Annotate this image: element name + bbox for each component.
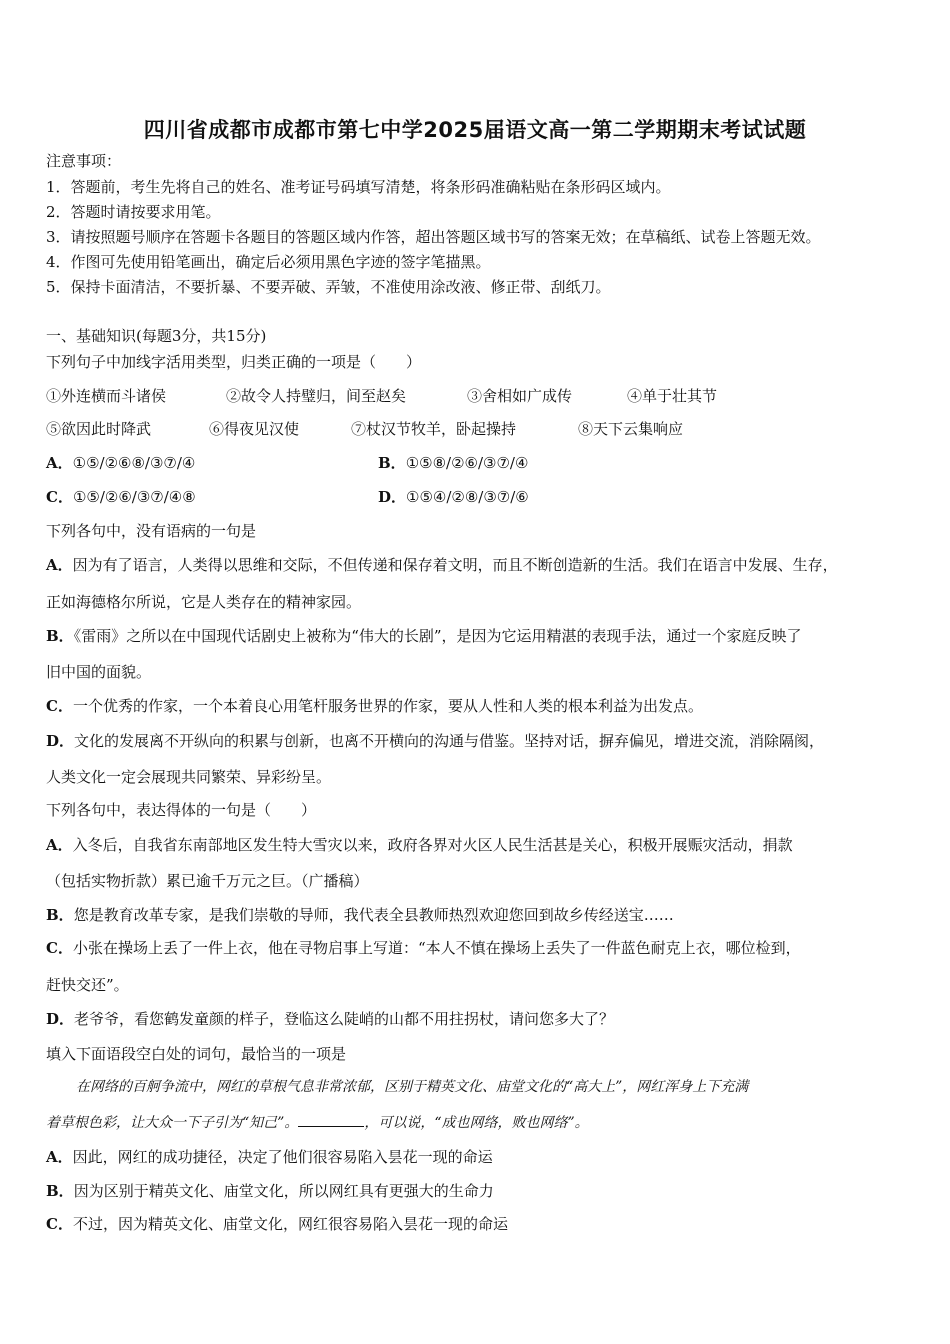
passage-line: 在网络的百舸争流中，网红的草根气息非常浓郁，区别于精英文化、庙堂文化的“高大上”，网红浑身上下充满 bbox=[76, 1079, 749, 1095]
notice-item: 3．请按照题号顺序在答题卡各题目的答题区域内作答，超出答题区域书写的答案无效；在草稿纸、试卷上答题无效。 bbox=[46, 228, 821, 246]
option-text: 老爷爷，看您鹤发童颜的样子，登临这么陡峭的山都不用拄拐杖，请问您多大了？ bbox=[74, 1010, 615, 1028]
option-text: 入冬后，自我省东南部地区发生特大雪灾以来，政府各界对火区人民生活甚是关心，积极开展赈灾活动，捐款 bbox=[72, 836, 793, 854]
fill-blank bbox=[298, 1112, 364, 1127]
option-c[interactable] bbox=[46, 695, 703, 716]
sentence-item: ⑥得夜见汉使 bbox=[209, 420, 300, 438]
question-stem: 下列各句中，表达得体的一句是（ ） bbox=[46, 801, 317, 819]
option-text: 小张在操场上丢了一件上衣，他在寻物启事上写道：“本人不慎在操场上丢失了一件蓝色耐克上衣，哪位检到， bbox=[72, 939, 801, 957]
sentence-item: ⑦杖汉节牧羊，卧起操持 bbox=[351, 420, 517, 438]
option-a[interactable] bbox=[46, 1146, 493, 1167]
option-b[interactable] bbox=[46, 625, 802, 646]
option-text: 您是教育改革专家，是我们崇敬的导师，我代表全县教师热烈欢迎您回到故乡传经送宝…… bbox=[73, 906, 674, 924]
option-b[interactable] bbox=[46, 904, 674, 925]
option-d[interactable] bbox=[378, 486, 529, 507]
sentence-item: ④单于壮其节 bbox=[627, 387, 718, 405]
option-label: B． bbox=[378, 454, 406, 472]
question-stem: 填入下面语段空白处的词句，最恰当的一项是 bbox=[46, 1045, 347, 1063]
passage-text: ，可以说，“成也网络，败也网络”。 bbox=[364, 1115, 589, 1131]
sentence-item: ①外连横而斗诸侯 bbox=[46, 387, 167, 405]
option-label: D． bbox=[46, 1010, 75, 1028]
passage-text: 着草根色彩，让大众一下子引为“知己”。 bbox=[46, 1115, 299, 1131]
option-text: ①⑤/②⑥⑧/③⑦/④ bbox=[72, 454, 196, 472]
notice-item: 4．作图可先使用铅笔画出，确定后必须用黑色字迹的签字笔描黑。 bbox=[46, 253, 491, 271]
option-text: 文化的发展离不开纵向的积累与创新，也离不开横向的沟通与借鉴。坚持对话，摒弃偏见，增进交流，消除隔阂， bbox=[74, 732, 825, 750]
option-text: 《雷雨》之所以在中国现代话剧史上被称为“伟大的长剧”，是因为它运用精湛的表现手法，通过一个家庭反映了 bbox=[73, 627, 802, 645]
option-label: C． bbox=[46, 697, 73, 715]
option-c-continued: 赶快交还”。 bbox=[46, 976, 129, 994]
question-stem: 下列句子中加线字活用类型，归类正确的一项是（ ） bbox=[46, 353, 422, 371]
option-label: B． bbox=[46, 627, 74, 645]
sentence-item: ③舍相如广成传 bbox=[467, 387, 573, 405]
sentence-item: ⑤欲因此时降武 bbox=[46, 420, 152, 438]
option-c[interactable] bbox=[46, 1213, 508, 1234]
option-text: 因为有了语言，人类得以思维和交际，不但传递和保存着文明，而且不断创造新的生活。我们在语言中发展、生存， bbox=[72, 556, 838, 574]
option-b-continued: 旧中国的面貌。 bbox=[46, 663, 152, 681]
option-label: B． bbox=[46, 1182, 74, 1200]
question-stem: 下列各句中，没有语病的一句是 bbox=[46, 522, 257, 540]
notice-item: 1．答题前，考生先将自己的姓名、准考证号码填写清楚，将条形码准确粘贴在条形码区域内。 bbox=[46, 178, 671, 196]
option-label: C． bbox=[46, 1215, 73, 1233]
option-text: 因此，网红的成功捷径，决定了他们很容易陷入昙花一现的命运 bbox=[72, 1148, 493, 1166]
option-label: C． bbox=[46, 939, 73, 957]
option-label: D． bbox=[378, 488, 407, 506]
option-b[interactable] bbox=[46, 1180, 494, 1201]
option-label: D． bbox=[46, 732, 75, 750]
sentence-item: ⑧天下云集响应 bbox=[578, 420, 684, 438]
option-text: ①⑤⑧/②⑥/③⑦/④ bbox=[405, 454, 529, 472]
option-label: A． bbox=[46, 556, 73, 574]
notice-item: 5．保持卡面清洁，不要折暴、不要弄破、弄皱，不准使用涂改液、修正带、刮纸刀。 bbox=[46, 278, 611, 296]
page-title: 四川省成都市成都市第七中学2025届语文高一第二学期期末考试试题 bbox=[143, 118, 807, 142]
option-a[interactable] bbox=[46, 554, 838, 575]
sentence-item: ②故令人持璧归，间至赵矣 bbox=[226, 387, 407, 405]
option-c[interactable] bbox=[46, 937, 801, 958]
option-label: A． bbox=[46, 1148, 73, 1166]
option-d-continued: 人类文化一定会展现共同繁荣、异彩纷呈。 bbox=[46, 768, 332, 786]
notice-heading: 注意事项： bbox=[46, 152, 122, 170]
option-d[interactable] bbox=[46, 1008, 614, 1029]
notice-item: 2．答题时请按要求用笔。 bbox=[46, 203, 221, 221]
option-text: 因为区别于精英文化、庙堂文化，所以网红具有更强大的生命力 bbox=[73, 1182, 494, 1200]
option-text: ①⑤④/②⑧/③⑦/⑥ bbox=[406, 488, 529, 506]
option-b[interactable] bbox=[378, 452, 528, 473]
option-label: A． bbox=[46, 454, 73, 472]
option-a[interactable] bbox=[46, 834, 793, 855]
option-label: C． bbox=[46, 488, 73, 506]
option-d[interactable] bbox=[46, 730, 824, 751]
option-label: A． bbox=[46, 836, 73, 854]
option-a-continued: （包括实物折款）累已逾千万元之巨。（广播稿） bbox=[46, 872, 369, 890]
option-a-continued: 正如海德格尔所说，它是人类存在的精神家园。 bbox=[46, 593, 362, 611]
option-label: B． bbox=[46, 906, 74, 924]
option-text: ①⑤/②⑥/③⑦/④⑧ bbox=[72, 488, 196, 506]
option-c[interactable] bbox=[46, 486, 196, 507]
option-text: 一个优秀的作家，一个本着良心用笔杆服务世界的作家，要从人性和人类的根本利益为出发点。 bbox=[72, 697, 703, 715]
passage-line bbox=[46, 1112, 589, 1132]
section-heading: 一、基础知识(每题3分，共15分) bbox=[46, 327, 267, 345]
option-a[interactable] bbox=[46, 452, 195, 473]
option-text: 不过，因为精英文化、庙堂文化，网红很容易陷入昙花一现的命运 bbox=[72, 1215, 508, 1233]
